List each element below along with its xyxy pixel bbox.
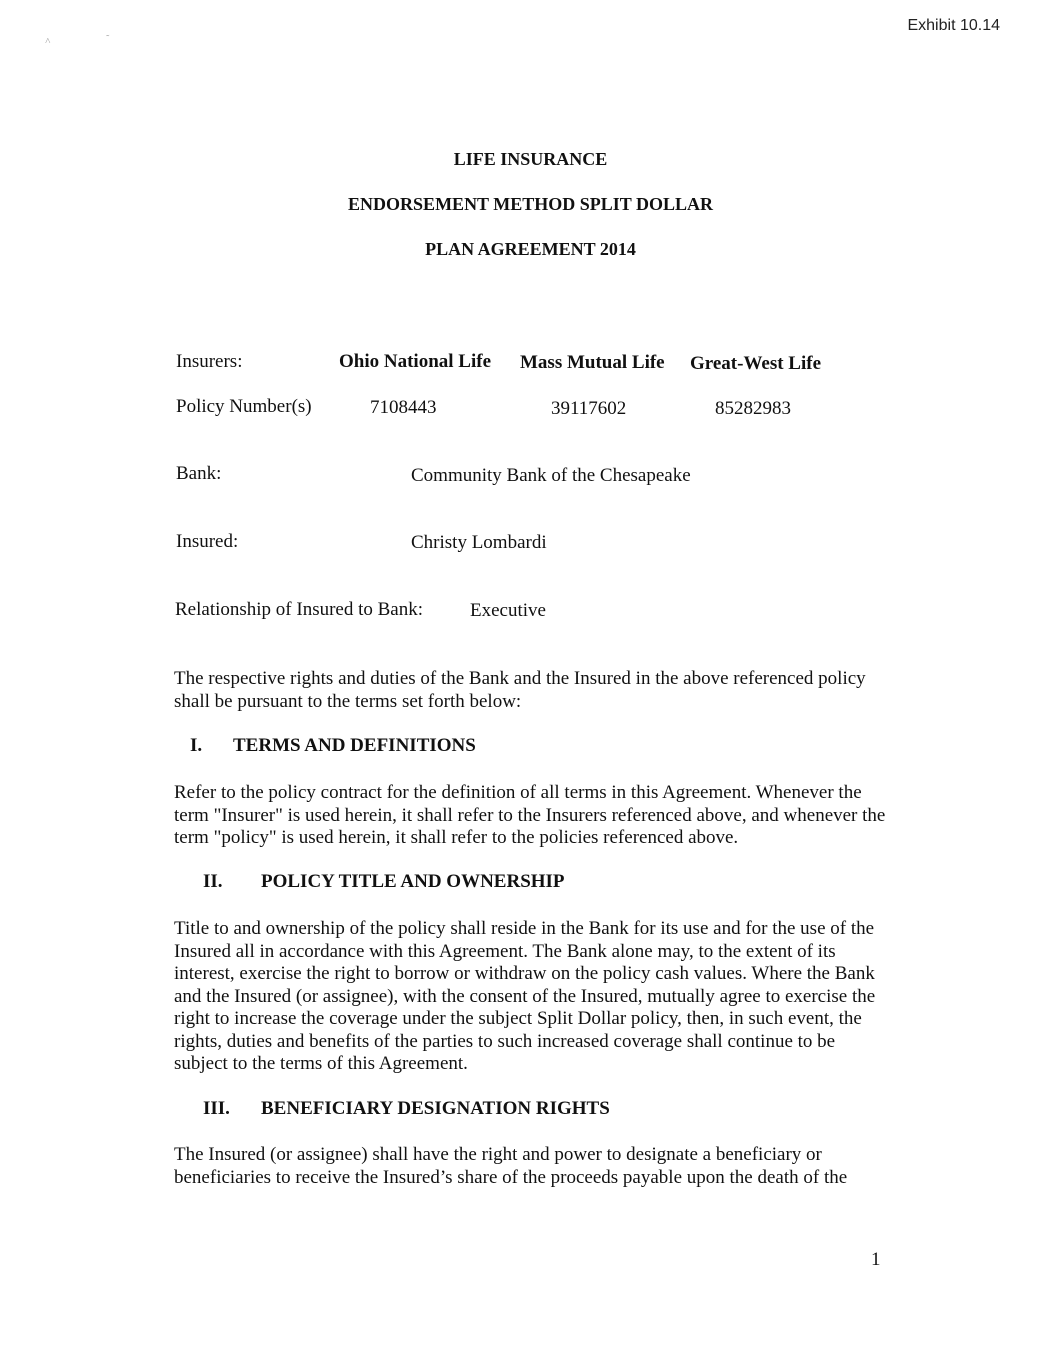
title-line-3: PLAN AGREEMENT 2014 xyxy=(425,239,636,259)
policy-number-label: Policy Number(s) xyxy=(176,396,312,417)
insurers-label: Insurers: xyxy=(176,351,243,372)
title-line-1: LIFE INSURANCE xyxy=(453,149,608,169)
bank-value: Community Bank of the Chesapeake xyxy=(411,465,691,486)
relationship-value: Executive xyxy=(470,600,546,621)
relationship-label: Relationship of Insured to Bank: xyxy=(175,599,424,620)
scan-speck: ˄ xyxy=(45,36,51,47)
section-1-title: TERMS AND DEFINITIONS xyxy=(233,735,476,756)
section-2-numeral: II. xyxy=(203,871,223,892)
section-1-body: Refer to the policy contract for the definition of all terms in this Agreement. Whenever the term "Insurer" is used herein, it shall refer to the Insurers referenced above, and whenever the term "policy" is used herein, it shall refer to the policies referenced above. xyxy=(174,782,886,848)
policy-number-mass: 39117602 xyxy=(551,398,627,419)
insured-value: Christy Lombardi xyxy=(411,532,547,553)
scan-speck: ˜ xyxy=(106,34,110,45)
section-2-body: Title to and ownership of the policy shall reside in the Bank for its use and for the use of the Insured all in accordance with this Agreement. The Bank alone may, to the extent of its interest, exercise the right to borrow or withdraw on the policy cash values. Where the Bank and the Insured (or assignee), with the consent of the Insured, mutually agree to exercise the right to increase the coverage under the subject Split Dollar policy, then, in such event, the rights, duties and benefits of the parties to such increased coverage shall continue to be subject to the terms of this Agreement. xyxy=(174,918,876,1074)
insurer-ohio-national: Ohio National Life xyxy=(339,351,492,372)
exhibit-label: Exhibit 10.14 xyxy=(907,17,1000,34)
policy-number-great-west: 85282983 xyxy=(715,398,791,419)
section-3-numeral: III. xyxy=(203,1098,230,1119)
section-1-numeral: I. xyxy=(190,735,203,756)
policy-number-ohio: 7108443 xyxy=(370,397,437,418)
title-line-2: ENDORSEMENT METHOD SPLIT DOLLAR xyxy=(348,194,713,214)
insured-label: Insured: xyxy=(176,531,239,552)
insurer-mass-mutual: Mass Mutual Life xyxy=(520,352,665,373)
section-2-title: POLICY TITLE AND OWNERSHIP xyxy=(261,871,565,892)
section-3-title: BENEFICIARY DESIGNATION RIGHTS xyxy=(261,1098,610,1119)
section-3-body: The Insured (or assignee) shall have the right and power to designate a beneficiary or beneficiaries to receive the Insured’s share of the proceeds payable upon the death of the xyxy=(174,1144,848,1188)
insurer-great-west: Great-West Life xyxy=(690,353,822,374)
page-number: 1 xyxy=(871,1249,881,1270)
intro-paragraph: The respective rights and duties of the Bank and the Insured in the above referenced policy shall be pursuant to the terms set forth below: xyxy=(174,668,866,712)
bank-label: Bank: xyxy=(176,463,222,484)
